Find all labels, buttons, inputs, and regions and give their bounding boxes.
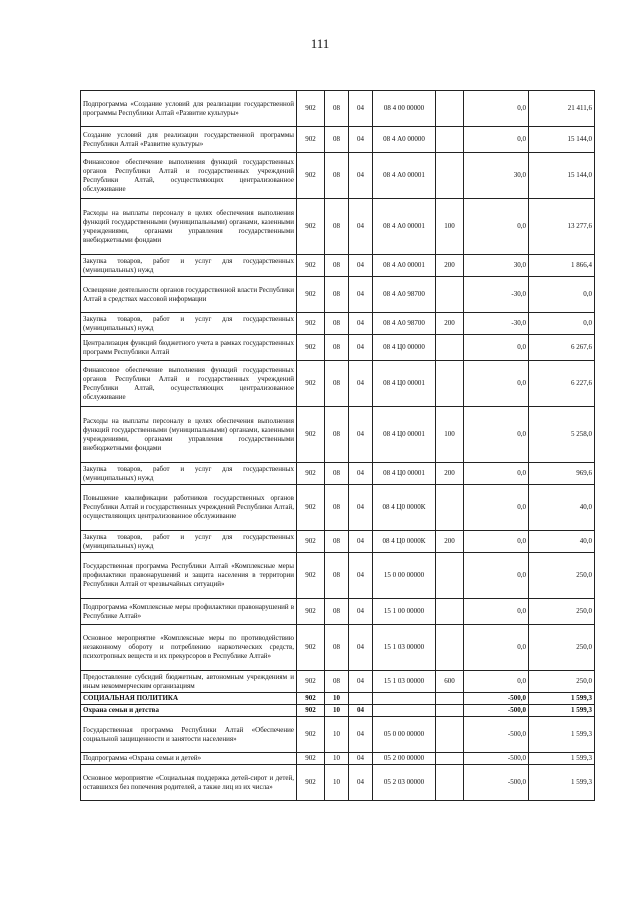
expense-type-cell	[436, 717, 464, 753]
target-article-cell: 08 4 А0 00000	[373, 127, 436, 153]
expense-type-cell	[436, 361, 464, 407]
expense-type-cell	[436, 625, 464, 671]
section-code-cell: 08	[325, 361, 349, 407]
table-row	[81, 599, 595, 625]
table-row	[81, 361, 595, 407]
subsection-code-cell: 04	[349, 407, 373, 463]
expense-type-cell	[436, 705, 464, 717]
expense-name-cell: Централизация функций бюджетного учета в рамках государственных программ Республики Алтай	[81, 335, 297, 361]
target-article-cell: 05 0 00 00000	[373, 717, 436, 753]
total-amount-cell: 1 599,3	[529, 753, 595, 765]
change-amount-cell: -500,0	[464, 705, 529, 717]
expense-name-cell: Закупка товаров, работ и услуг для государственных (муниципальных) нужд	[81, 531, 297, 553]
section-code-cell: 08	[325, 553, 349, 599]
table-row	[81, 765, 595, 801]
subsection-code-cell: 04	[349, 127, 373, 153]
target-article-cell: 08 4 Ц0 00001	[373, 361, 436, 407]
total-amount-cell: 250,0	[529, 625, 595, 671]
expense-name-cell: Расходы на выплаты персоналу в целях обеспечения выполнения функций государственными (муниципальными) органами, казенными учреждениями, органами управления государственными внебюджетными фондами	[81, 407, 297, 463]
total-amount-cell: 1 599,3	[529, 765, 595, 801]
section-code-cell: 08	[325, 313, 349, 335]
target-article-cell: 15 1 00 00000	[373, 599, 436, 625]
expense-type-cell	[436, 485, 464, 531]
department-code-cell: 902	[297, 153, 325, 199]
department-code-cell: 902	[297, 335, 325, 361]
subsection-code-cell: 04	[349, 91, 373, 127]
subsection-code-cell: 04	[349, 765, 373, 801]
expense-name-cell: СОЦИАЛЬНАЯ ПОЛИТИКА	[81, 693, 297, 705]
department-code-cell: 902	[297, 127, 325, 153]
section-code-cell: 08	[325, 127, 349, 153]
expense-type-cell: 200	[436, 463, 464, 485]
subsection-code-cell: 04	[349, 463, 373, 485]
subsection-code-cell: 04	[349, 485, 373, 531]
department-code-cell: 902	[297, 625, 325, 671]
total-amount-cell: 15 144,0	[529, 127, 595, 153]
expense-name-cell: Финансовое обеспечение выполнения функций государственных органов Республики Алтай и государственных учреждений Республики Алтай, осуществляющих централизованное обслуживание	[81, 361, 297, 407]
department-code-cell: 902	[297, 361, 325, 407]
target-article-cell: 08 4 Ц0 00001	[373, 407, 436, 463]
expense-type-cell: 200	[436, 531, 464, 553]
table-row	[81, 255, 595, 277]
expense-name-cell: Государственная программа Республики Алтай «Комплексные меры профилактики правонарушений и защита населения в территории Республики Алтай от чрезвычайных ситуаций»	[81, 553, 297, 599]
subsection-code-cell: 04	[349, 553, 373, 599]
target-article-cell: 08 4 А0 00001	[373, 153, 436, 199]
section-code-cell: 08	[325, 335, 349, 361]
department-code-cell: 902	[297, 463, 325, 485]
expense-type-cell	[436, 765, 464, 801]
section-code-cell: 08	[325, 671, 349, 693]
total-amount-cell: 40,0	[529, 485, 595, 531]
subsection-code-cell: 04	[349, 361, 373, 407]
total-amount-cell: 6 267,6	[529, 335, 595, 361]
total-amount-cell: 0,0	[529, 313, 595, 335]
table-row	[81, 531, 595, 553]
table-row	[81, 671, 595, 693]
target-article-cell: 05 2 00 00000	[373, 753, 436, 765]
department-code-cell: 902	[297, 553, 325, 599]
subsection-code-cell: 04	[349, 255, 373, 277]
department-code-cell: 902	[297, 705, 325, 717]
change-amount-cell: 0,0	[464, 361, 529, 407]
table-row	[81, 335, 595, 361]
department-code-cell: 902	[297, 765, 325, 801]
change-amount-cell: 0,0	[464, 127, 529, 153]
department-code-cell: 902	[297, 531, 325, 553]
table-row	[81, 625, 595, 671]
expense-type-cell	[436, 127, 464, 153]
target-article-cell: 15 1 03 00000	[373, 671, 436, 693]
section-code-cell: 08	[325, 625, 349, 671]
change-amount-cell: 0,0	[464, 407, 529, 463]
expense-name-cell: Создание условий для реализации государственной программы Республики Алтай «Развитие культуры»	[81, 127, 297, 153]
expense-name-cell: Подпрограмма «Комплексные меры профилактики правонарушений в Республике Алтай»	[81, 599, 297, 625]
expense-name-cell: Закупка товаров, работ и услуг для государственных (муниципальных) нужд	[81, 313, 297, 335]
budget-table-body	[81, 91, 595, 801]
subsection-code-cell: 04	[349, 705, 373, 717]
table-row	[81, 127, 595, 153]
section-code-cell: 08	[325, 463, 349, 485]
expense-name-cell: Закупка товаров, работ и услуг для государственных (муниципальных) нужд	[81, 463, 297, 485]
table-row	[81, 753, 595, 765]
subsection-code-cell: 04	[349, 277, 373, 313]
total-amount-cell: 21 411,6	[529, 91, 595, 127]
section-code-cell: 10	[325, 705, 349, 717]
change-amount-cell: 0,0	[464, 599, 529, 625]
section-code-cell: 08	[325, 485, 349, 531]
subsection-code-cell: 04	[349, 599, 373, 625]
expense-type-cell	[436, 753, 464, 765]
department-code-cell: 902	[297, 91, 325, 127]
total-amount-cell: 250,0	[529, 553, 595, 599]
section-code-cell: 08	[325, 91, 349, 127]
target-article-cell	[373, 693, 436, 705]
total-amount-cell: 6 227,6	[529, 361, 595, 407]
target-article-cell: 15 0 00 00000	[373, 553, 436, 599]
table-row	[81, 463, 595, 485]
section-code-cell: 08	[325, 599, 349, 625]
expense-name-cell: Подпрограмма «Создание условий для реализации государственной программы Республики Алтай «Развитие культуры»	[81, 91, 297, 127]
change-amount-cell: 0,0	[464, 199, 529, 255]
target-article-cell: 08 4 А0 00001	[373, 255, 436, 277]
expense-name-cell: Охрана семьи и детства	[81, 705, 297, 717]
section-code-cell: 08	[325, 153, 349, 199]
total-amount-cell: 250,0	[529, 671, 595, 693]
expense-type-cell: 600	[436, 671, 464, 693]
table-row	[81, 693, 595, 705]
department-code-cell: 902	[297, 599, 325, 625]
expense-name-cell: Подпрограмма «Охрана семьи и детей»	[81, 753, 297, 765]
section-code-cell: 10	[325, 765, 349, 801]
expense-type-cell: 200	[436, 255, 464, 277]
department-code-cell: 902	[297, 753, 325, 765]
change-amount-cell: 0,0	[464, 91, 529, 127]
change-amount-cell: 30,0	[464, 153, 529, 199]
change-amount-cell: -500,0	[464, 765, 529, 801]
expense-name-cell: Основное мероприятие «Социальная поддержка детей-сирот и детей, оставшихся без попечения родителей, а также лиц из их числа»	[81, 765, 297, 801]
total-amount-cell: 40,0	[529, 531, 595, 553]
total-amount-cell: 0,0	[529, 277, 595, 313]
subsection-code-cell: 04	[349, 313, 373, 335]
table-row	[81, 91, 595, 127]
target-article-cell: 08 4 Ц0 0000К	[373, 531, 436, 553]
department-code-cell: 902	[297, 277, 325, 313]
change-amount-cell: 0,0	[464, 553, 529, 599]
department-code-cell: 902	[297, 199, 325, 255]
department-code-cell: 902	[297, 407, 325, 463]
change-amount-cell: -30,0	[464, 313, 529, 335]
expense-type-cell: 200	[436, 313, 464, 335]
target-article-cell: 08 4 Ц0 00001	[373, 463, 436, 485]
department-code-cell: 902	[297, 485, 325, 531]
change-amount-cell: 0,0	[464, 531, 529, 553]
department-code-cell: 902	[297, 313, 325, 335]
change-amount-cell: -500,0	[464, 693, 529, 705]
table-row	[81, 553, 595, 599]
change-amount-cell: -500,0	[464, 753, 529, 765]
subsection-code-cell: 04	[349, 531, 373, 553]
budget-table	[80, 90, 595, 801]
change-amount-cell: 0,0	[464, 671, 529, 693]
subsection-code-cell	[349, 693, 373, 705]
expense-name-cell: Повышение квалификации работников государственных органов Республики Алтай и государственных учреждений Республики Алтай, осуществляющих централизованное обслуживание	[81, 485, 297, 531]
total-amount-cell: 13 277,6	[529, 199, 595, 255]
expense-type-cell	[436, 693, 464, 705]
target-article-cell	[373, 705, 436, 717]
section-code-cell: 10	[325, 753, 349, 765]
change-amount-cell: -30,0	[464, 277, 529, 313]
subsection-code-cell: 04	[349, 671, 373, 693]
total-amount-cell: 1 599,3	[529, 717, 595, 753]
section-code-cell: 08	[325, 255, 349, 277]
target-article-cell: 08 4 Ц0 00000	[373, 335, 436, 361]
section-code-cell: 08	[325, 531, 349, 553]
subsection-code-cell: 04	[349, 335, 373, 361]
expense-name-cell: Предоставление субсидий бюджетным, автономным учреждениям и иным некоммерческим организациям	[81, 671, 297, 693]
total-amount-cell: 1 599,3	[529, 693, 595, 705]
change-amount-cell: 0,0	[464, 625, 529, 671]
section-code-cell: 10	[325, 693, 349, 705]
expense-type-cell	[436, 277, 464, 313]
target-article-cell: 08 4 00 00000	[373, 91, 436, 127]
table-row	[81, 407, 595, 463]
change-amount-cell: 0,0	[464, 485, 529, 531]
change-amount-cell: -500,0	[464, 717, 529, 753]
table-row	[81, 153, 595, 199]
table-row	[81, 277, 595, 313]
expense-name-cell: Основное мероприятие «Комплексные меры по противодействию незаконному обороту и потреблению наркотических средств, психотропных веществ и их прекурсоров в Республике Алтай»	[81, 625, 297, 671]
table-row	[81, 199, 595, 255]
total-amount-cell: 1 599,3	[529, 705, 595, 717]
expense-type-cell	[436, 553, 464, 599]
total-amount-cell: 15 144,0	[529, 153, 595, 199]
table-row	[81, 485, 595, 531]
section-code-cell: 08	[325, 407, 349, 463]
section-code-cell: 08	[325, 199, 349, 255]
subsection-code-cell: 04	[349, 753, 373, 765]
total-amount-cell: 969,6	[529, 463, 595, 485]
expense-name-cell: Финансовое обеспечение выполнения функций государственных органов Республики Алтай и государственных учреждений Республики Алтай, осуществляющих централизованное обслуживание	[81, 153, 297, 199]
subsection-code-cell: 04	[349, 625, 373, 671]
total-amount-cell: 250,0	[529, 599, 595, 625]
expense-name-cell: Расходы на выплаты персоналу в целях обеспечения выполнения функций государственными (муниципальными) органами, казенными учреждениями, органами управления государственными внебюджетными фондами	[81, 199, 297, 255]
section-code-cell: 08	[325, 277, 349, 313]
table-row	[81, 705, 595, 717]
change-amount-cell: 0,0	[464, 335, 529, 361]
expense-type-cell	[436, 335, 464, 361]
expense-type-cell: 100	[436, 199, 464, 255]
expense-type-cell	[436, 91, 464, 127]
change-amount-cell: 30,0	[464, 255, 529, 277]
expense-name-cell: Освещение деятельности органов государственной власти Республики Алтай в средствах массовой информации	[81, 277, 297, 313]
section-code-cell: 10	[325, 717, 349, 753]
expense-type-cell	[436, 153, 464, 199]
subsection-code-cell: 04	[349, 153, 373, 199]
department-code-cell: 902	[297, 717, 325, 753]
expense-name-cell: Государственная программа Республики Алтай «Обеспечение социальной защищенности и занятости населения»	[81, 717, 297, 753]
department-code-cell: 902	[297, 693, 325, 705]
expense-type-cell: 100	[436, 407, 464, 463]
change-amount-cell: 0,0	[464, 463, 529, 485]
target-article-cell: 08 4 А0 00001	[373, 199, 436, 255]
expense-type-cell	[436, 599, 464, 625]
target-article-cell: 08 4 Ц0 0000К	[373, 485, 436, 531]
expense-name-cell: Закупка товаров, работ и услуг для государственных (муниципальных) нужд	[81, 255, 297, 277]
department-code-cell: 902	[297, 255, 325, 277]
page-number: 111	[310, 36, 330, 51]
target-article-cell: 05 2 03 00000	[373, 765, 436, 801]
target-article-cell: 15 1 03 00000	[373, 625, 436, 671]
target-article-cell: 08 4 А0 98700	[373, 313, 436, 335]
target-article-cell: 08 4 А0 98700	[373, 277, 436, 313]
department-code-cell: 902	[297, 671, 325, 693]
table-row	[81, 313, 595, 335]
total-amount-cell: 1 866,4	[529, 255, 595, 277]
table-row	[81, 717, 595, 753]
subsection-code-cell: 04	[349, 717, 373, 753]
total-amount-cell: 5 258,0	[529, 407, 595, 463]
subsection-code-cell: 04	[349, 199, 373, 255]
